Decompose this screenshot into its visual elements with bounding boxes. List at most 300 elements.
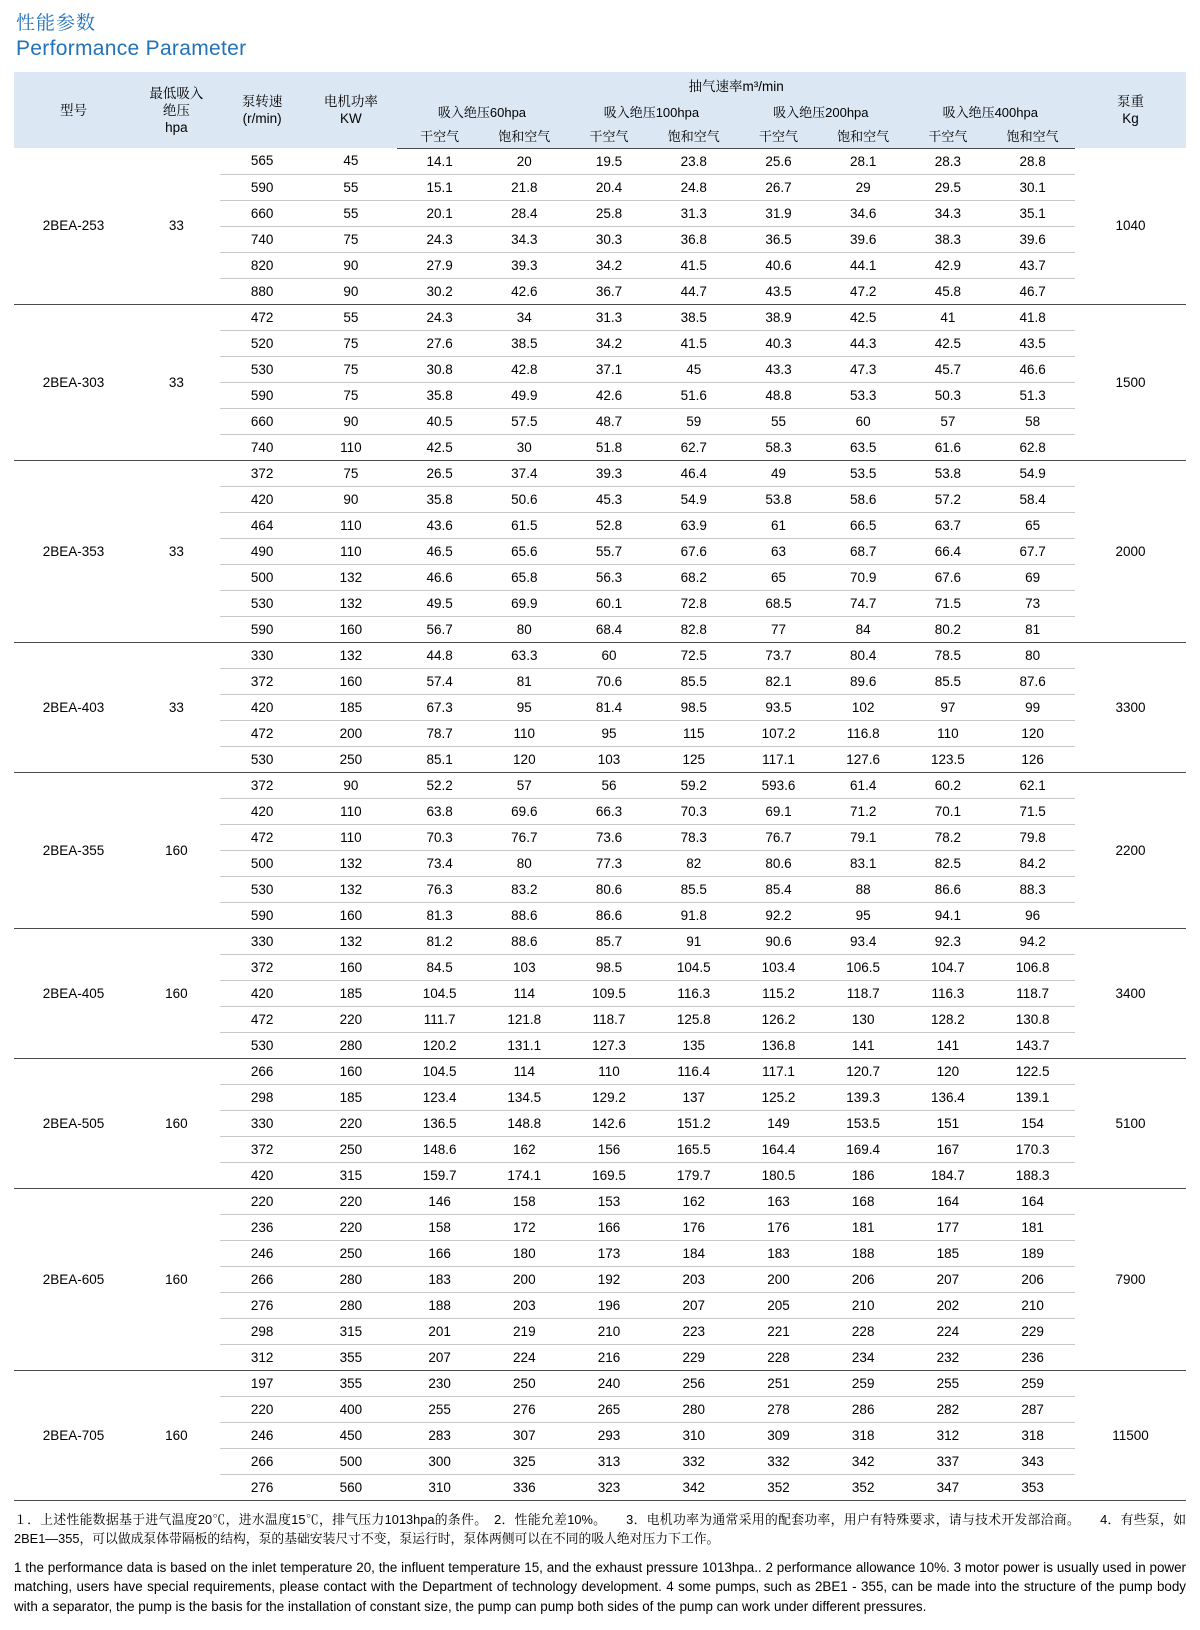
cell-speed: 372 [220, 1136, 305, 1162]
cell-sat-200: 130 [821, 1006, 906, 1032]
cell-speed: 266 [220, 1448, 305, 1474]
cell-dry-200: 176 [736, 1214, 821, 1240]
cell-sat-200: 63.5 [821, 434, 906, 460]
header-sat-air-60: 饱和空气 [482, 124, 567, 148]
cell-sat-400: 229 [990, 1318, 1075, 1344]
cell-power: 110 [304, 798, 397, 824]
cell-dry-400: 53.8 [906, 460, 991, 486]
cell-sat-60: 57 [482, 772, 567, 798]
cell-dry-200: 26.7 [736, 174, 821, 200]
cell-dry-60: 158 [397, 1214, 482, 1240]
cell-dry-100: 39.3 [567, 460, 652, 486]
cell-sat-60: 76.7 [482, 824, 567, 850]
cell-dry-400: 28.3 [906, 148, 991, 174]
cell-sat-100: 165.5 [651, 1136, 736, 1162]
cell-sat-60: 114 [482, 1058, 567, 1084]
cell-dry-100: 156 [567, 1136, 652, 1162]
cell-dry-100: 60.1 [567, 590, 652, 616]
cell-power: 160 [304, 668, 397, 694]
cell-speed: 464 [220, 512, 305, 538]
notes-en: 1 the performance data is based on the inlet temperature 20, the influent temperature 15, and the exhaust pressure 1013hpa.. 2 performance allowance 10%. 3 motor power is usually used in power matching, users have special requirements, please contact with the Department of technology development. 4 some pumps, such as 2BE1 - 355, can be made into the structure of the pump body with a separator, the pump is the basis for the installation of constant size, the pump can pump both sides of the pump can work under different pressures. [14, 1559, 1186, 1614]
cell-sat-100: 342 [651, 1474, 736, 1500]
cell-sat-60: 276 [482, 1396, 567, 1422]
cell-power: 185 [304, 1084, 397, 1110]
cell-sat-200: 60 [821, 408, 906, 434]
cell-dry-400: 151 [906, 1110, 991, 1136]
cell-power: 75 [304, 226, 397, 252]
cell-weight: 1040 [1075, 148, 1186, 304]
cell-speed: 276 [220, 1292, 305, 1318]
cell-speed: 330 [220, 928, 305, 954]
page-title-cn: 性能参数 [16, 13, 97, 34]
cell-sat-60: 174.1 [482, 1162, 567, 1188]
cell-sat-200: 89.6 [821, 668, 906, 694]
cell-dry-200: 352 [736, 1474, 821, 1500]
cell-speed: 660 [220, 200, 305, 226]
cell-dry-400: 94.1 [906, 902, 991, 928]
cell-sat-60: 69.9 [482, 590, 567, 616]
cell-dry-400: 45.8 [906, 278, 991, 304]
cell-sat-200: 259 [821, 1370, 906, 1396]
cell-power: 500 [304, 1448, 397, 1474]
header-sat-air-100: 饱和空气 [651, 124, 736, 148]
cell-sat-100: 332 [651, 1448, 736, 1474]
cell-dry-200: 40.6 [736, 252, 821, 278]
cell-speed: 490 [220, 538, 305, 564]
cell-sat-200: 79.1 [821, 824, 906, 850]
cell-dry-60: 283 [397, 1422, 482, 1448]
cell-dry-100: 25.8 [567, 200, 652, 226]
cell-dry-60: 310 [397, 1474, 482, 1500]
cell-dry-60: 42.5 [397, 434, 482, 460]
cell-dry-400: 92.3 [906, 928, 991, 954]
table-row [14, 928, 1186, 954]
page-title [16, 12, 1186, 62]
cell-sat-100: 72.5 [651, 642, 736, 668]
header-speed [220, 72, 305, 148]
cell-min-pressure: 33 [133, 642, 220, 772]
cell-sat-100: 151.2 [651, 1110, 736, 1136]
cell-dry-400: 57 [906, 408, 991, 434]
cell-speed: 372 [220, 668, 305, 694]
cell-dry-200: 115.2 [736, 980, 821, 1006]
header-min-pressure-line2: 绝压 [162, 102, 190, 118]
cell-power: 55 [304, 304, 397, 330]
cell-dry-100: 30.3 [567, 226, 652, 252]
cell-sat-200: 181 [821, 1214, 906, 1240]
cell-dry-400: 86.6 [906, 876, 991, 902]
cell-dry-60: 123.4 [397, 1084, 482, 1110]
cell-power: 132 [304, 642, 397, 668]
cell-sat-100: 31.3 [651, 200, 736, 226]
cell-dry-60: 56.7 [397, 616, 482, 642]
cell-sat-400: 88.3 [990, 876, 1075, 902]
cell-sat-200: 342 [821, 1448, 906, 1474]
cell-sat-60: 69.6 [482, 798, 567, 824]
cell-sat-400: 181 [990, 1214, 1075, 1240]
cell-dry-60: 207 [397, 1344, 482, 1370]
cell-speed: 472 [220, 824, 305, 850]
cell-dry-100: 73.6 [567, 824, 652, 850]
cell-sat-60: 336 [482, 1474, 567, 1500]
cell-dry-60: 20.1 [397, 200, 482, 226]
cell-dry-60: 230 [397, 1370, 482, 1396]
cell-dry-200: 221 [736, 1318, 821, 1344]
cell-speed: 298 [220, 1084, 305, 1110]
cell-sat-200: 169.4 [821, 1136, 906, 1162]
cell-dry-400: 123.5 [906, 746, 991, 772]
cell-sat-60: 61.5 [482, 512, 567, 538]
cell-dry-200: 36.5 [736, 226, 821, 252]
cell-power: 160 [304, 954, 397, 980]
table-row [14, 1370, 1186, 1396]
cell-dry-60: 70.3 [397, 824, 482, 850]
cell-dry-100: 51.8 [567, 434, 652, 460]
cell-sat-100: 54.9 [651, 486, 736, 512]
cell-sat-60: 200 [482, 1266, 567, 1292]
cell-dry-200: 278 [736, 1396, 821, 1422]
cell-sat-200: 47.3 [821, 356, 906, 382]
cell-power: 160 [304, 1058, 397, 1084]
cell-sat-100: 63.9 [651, 512, 736, 538]
table-row [14, 304, 1186, 330]
cell-dry-60: 46.6 [397, 564, 482, 590]
cell-dry-200: 77 [736, 616, 821, 642]
cell-dry-60: 120.2 [397, 1032, 482, 1058]
cell-sat-400: 46.6 [990, 356, 1075, 382]
cell-dry-100: 80.6 [567, 876, 652, 902]
cell-model: 2BEA-705 [14, 1370, 133, 1500]
cell-sat-400: 79.8 [990, 824, 1075, 850]
cell-sat-100: 36.8 [651, 226, 736, 252]
cell-model: 2BEA-505 [14, 1058, 133, 1188]
cell-dry-100: 169.5 [567, 1162, 652, 1188]
cell-sat-400: 143.7 [990, 1032, 1075, 1058]
cell-sat-60: 20 [482, 148, 567, 174]
cell-dry-200: 117.1 [736, 746, 821, 772]
cell-power: 75 [304, 330, 397, 356]
cell-sat-200: 70.9 [821, 564, 906, 590]
cell-sat-100: 104.5 [651, 954, 736, 980]
cell-dry-60: 44.8 [397, 642, 482, 668]
cell-dry-100: 192 [567, 1266, 652, 1292]
cell-dry-200: 69.1 [736, 798, 821, 824]
cell-sat-100: 82.8 [651, 616, 736, 642]
cell-sat-200: 186 [821, 1162, 906, 1188]
cell-sat-400: 287 [990, 1396, 1075, 1422]
cell-dry-100: 77.3 [567, 850, 652, 876]
cell-sat-200: 118.7 [821, 980, 906, 1006]
cell-power: 250 [304, 1240, 397, 1266]
cell-sat-60: 114 [482, 980, 567, 1006]
cell-sat-400: 122.5 [990, 1058, 1075, 1084]
cell-sat-400: 35.1 [990, 200, 1075, 226]
cell-sat-100: 59 [651, 408, 736, 434]
cell-sat-60: 162 [482, 1136, 567, 1162]
cell-dry-200: 180.5 [736, 1162, 821, 1188]
cell-sat-100: 135 [651, 1032, 736, 1058]
cell-speed: 420 [220, 980, 305, 1006]
cell-power: 110 [304, 824, 397, 850]
table-row [14, 460, 1186, 486]
cell-sat-60: 50.6 [482, 486, 567, 512]
cell-power: 280 [304, 1032, 397, 1058]
cell-sat-200: 58.6 [821, 486, 906, 512]
cell-speed: 236 [220, 1214, 305, 1240]
cell-dry-60: 27.9 [397, 252, 482, 278]
header-weight-line2: Kg [1122, 111, 1139, 126]
cell-dry-400: 282 [906, 1396, 991, 1422]
cell-sat-60: 34 [482, 304, 567, 330]
cell-power: 220 [304, 1006, 397, 1032]
header-suction-rate: 抽气速率m³/min [397, 72, 1075, 98]
cell-sat-200: 234 [821, 1344, 906, 1370]
cell-sat-60: 81 [482, 668, 567, 694]
cell-dry-400: 232 [906, 1344, 991, 1370]
cell-sat-100: 23.8 [651, 148, 736, 174]
cell-sat-100: 91 [651, 928, 736, 954]
cell-sat-200: 168 [821, 1188, 906, 1214]
cell-sat-200: 141 [821, 1032, 906, 1058]
cell-dry-100: 56.3 [567, 564, 652, 590]
cell-sat-200: 210 [821, 1292, 906, 1318]
cell-dry-400: 42.5 [906, 330, 991, 356]
cell-dry-60: 43.6 [397, 512, 482, 538]
cell-dry-60: 183 [397, 1266, 482, 1292]
cell-weight: 2000 [1075, 460, 1186, 642]
cell-dry-100: 98.5 [567, 954, 652, 980]
page-title-en: Performance Parameter [16, 37, 247, 60]
cell-sat-100: 59.2 [651, 772, 736, 798]
cell-sat-400: 69 [990, 564, 1075, 590]
cell-dry-100: 110 [567, 1058, 652, 1084]
cell-sat-400: 54.9 [990, 460, 1075, 486]
cell-sat-400: 46.7 [990, 278, 1075, 304]
cell-sat-200: 127.6 [821, 746, 906, 772]
cell-sat-400: 41.8 [990, 304, 1075, 330]
header-group-100hpa: 吸入绝压100hpa [567, 98, 736, 124]
cell-power: 75 [304, 382, 397, 408]
cell-speed: 420 [220, 1162, 305, 1188]
cell-model: 2BEA-253 [14, 148, 133, 304]
cell-dry-200: 38.9 [736, 304, 821, 330]
cell-dry-60: 30.2 [397, 278, 482, 304]
cell-dry-400: 224 [906, 1318, 991, 1344]
cell-dry-100: 127.3 [567, 1032, 652, 1058]
cell-sat-200: 47.2 [821, 278, 906, 304]
cell-sat-200: 71.2 [821, 798, 906, 824]
header-speed-line2: (r/min) [242, 111, 282, 126]
cell-dry-100: 20.4 [567, 174, 652, 200]
header-min-pressure-line1: 最低吸入 [149, 85, 204, 101]
cell-model: 2BEA-405 [14, 928, 133, 1058]
cell-sat-400: 39.6 [990, 226, 1075, 252]
cell-dry-60: 24.3 [397, 226, 482, 252]
cell-dry-400: 38.3 [906, 226, 991, 252]
cell-sat-60: 158 [482, 1188, 567, 1214]
cell-sat-100: 38.5 [651, 304, 736, 330]
cell-power: 200 [304, 720, 397, 746]
cell-dry-60: 81.2 [397, 928, 482, 954]
cell-dry-200: 25.6 [736, 148, 821, 174]
cell-dry-60: 104.5 [397, 1058, 482, 1084]
cell-dry-100: 55.7 [567, 538, 652, 564]
cell-weight: 3300 [1075, 642, 1186, 772]
cell-sat-60: 49.9 [482, 382, 567, 408]
cell-dry-400: 255 [906, 1370, 991, 1396]
cell-power: 355 [304, 1344, 397, 1370]
cell-dry-400: 120 [906, 1058, 991, 1084]
cell-sat-100: 46.4 [651, 460, 736, 486]
cell-dry-60: 27.6 [397, 330, 482, 356]
cell-dry-200: 125.2 [736, 1084, 821, 1110]
cell-power: 90 [304, 772, 397, 798]
cell-speed: 472 [220, 720, 305, 746]
cell-sat-60: 250 [482, 1370, 567, 1396]
cell-speed: 820 [220, 252, 305, 278]
cell-dry-200: 53.8 [736, 486, 821, 512]
cell-sat-100: 184 [651, 1240, 736, 1266]
cell-sat-100: 203 [651, 1266, 736, 1292]
cell-power: 160 [304, 616, 397, 642]
cell-sat-200: 318 [821, 1422, 906, 1448]
cell-dry-60: 35.8 [397, 486, 482, 512]
cell-dry-200: 90.6 [736, 928, 821, 954]
cell-speed: 530 [220, 356, 305, 382]
cell-dry-400: 50.3 [906, 382, 991, 408]
cell-dry-200: 164.4 [736, 1136, 821, 1162]
cell-dry-60: 26.5 [397, 460, 482, 486]
cell-sat-100: 72.8 [651, 590, 736, 616]
cell-min-pressure: 160 [133, 928, 220, 1058]
cell-sat-200: 116.8 [821, 720, 906, 746]
cell-sat-100: 207 [651, 1292, 736, 1318]
cell-sat-400: 259 [990, 1370, 1075, 1396]
cell-speed: 472 [220, 304, 305, 330]
cell-sat-100: 280 [651, 1396, 736, 1422]
cell-dry-60: 49.5 [397, 590, 482, 616]
cell-sat-200: 95 [821, 902, 906, 928]
header-dry-air-400: 干空气 [906, 124, 991, 148]
cell-dry-200: 65 [736, 564, 821, 590]
cell-dry-400: 42.9 [906, 252, 991, 278]
cell-dry-200: 31.9 [736, 200, 821, 226]
cell-dry-100: 34.2 [567, 330, 652, 356]
cell-sat-400: 210 [990, 1292, 1075, 1318]
cell-sat-60: 37.4 [482, 460, 567, 486]
cell-dry-400: 82.5 [906, 850, 991, 876]
cell-speed: 220 [220, 1188, 305, 1214]
cell-dry-400: 136.4 [906, 1084, 991, 1110]
cell-dry-400: 312 [906, 1422, 991, 1448]
cell-dry-200: 49 [736, 460, 821, 486]
cell-sat-400: 189 [990, 1240, 1075, 1266]
cell-dry-400: 116.3 [906, 980, 991, 1006]
cell-sat-400: 96 [990, 902, 1075, 928]
cell-dry-100: 323 [567, 1474, 652, 1500]
cell-min-pressure: 33 [133, 148, 220, 304]
cell-dry-60: 148.6 [397, 1136, 482, 1162]
cell-sat-60: 325 [482, 1448, 567, 1474]
cell-model: 2BEA-303 [14, 304, 133, 460]
cell-dry-100: 19.5 [567, 148, 652, 174]
cell-dry-200: 107.2 [736, 720, 821, 746]
cell-sat-200: 188 [821, 1240, 906, 1266]
cell-sat-100: 68.2 [651, 564, 736, 590]
cell-dry-60: 188 [397, 1292, 482, 1318]
cell-dry-60: 81.3 [397, 902, 482, 928]
cell-sat-100: 137 [651, 1084, 736, 1110]
cell-sat-400: 318 [990, 1422, 1075, 1448]
cell-power: 220 [304, 1110, 397, 1136]
cell-sat-100: 70.3 [651, 798, 736, 824]
cell-sat-60: 203 [482, 1292, 567, 1318]
cell-min-pressure: 33 [133, 460, 220, 642]
cell-min-pressure: 160 [133, 772, 220, 928]
cell-sat-100: 256 [651, 1370, 736, 1396]
cell-sat-100: 310 [651, 1422, 736, 1448]
cell-sat-400: 65 [990, 512, 1075, 538]
cell-dry-400: 141 [906, 1032, 991, 1058]
cell-dry-100: 196 [567, 1292, 652, 1318]
cell-dry-100: 31.3 [567, 304, 652, 330]
cell-sat-400: 81 [990, 616, 1075, 642]
cell-dry-200: 73.7 [736, 642, 821, 668]
cell-dry-100: 293 [567, 1422, 652, 1448]
cell-dry-400: 177 [906, 1214, 991, 1240]
cell-sat-400: 120 [990, 720, 1075, 746]
cell-sat-60: 80 [482, 616, 567, 642]
cell-sat-400: 206 [990, 1266, 1075, 1292]
cell-power: 132 [304, 928, 397, 954]
cell-sat-100: 162 [651, 1188, 736, 1214]
cell-dry-200: 200 [736, 1266, 821, 1292]
cell-dry-400: 78.5 [906, 642, 991, 668]
cell-dry-100: 66.3 [567, 798, 652, 824]
cell-sat-200: 53.3 [821, 382, 906, 408]
cell-dry-200: 43.3 [736, 356, 821, 382]
cell-dry-60: 24.3 [397, 304, 482, 330]
cell-dry-400: 164 [906, 1188, 991, 1214]
cell-dry-60: 78.7 [397, 720, 482, 746]
cell-dry-100: 68.4 [567, 616, 652, 642]
cell-sat-60: 57.5 [482, 408, 567, 434]
cell-dry-200: 228 [736, 1344, 821, 1370]
cell-speed: 472 [220, 1006, 305, 1032]
cell-sat-60: 88.6 [482, 928, 567, 954]
cell-dry-100: 118.7 [567, 1006, 652, 1032]
cell-power: 280 [304, 1292, 397, 1318]
cell-dry-400: 29.5 [906, 174, 991, 200]
header-weight-line1: 泵重 [1116, 94, 1144, 109]
cell-speed: 330 [220, 1110, 305, 1136]
cell-dry-60: 111.7 [397, 1006, 482, 1032]
cell-sat-60: 120 [482, 746, 567, 772]
cell-sat-200: 80.4 [821, 642, 906, 668]
cell-sat-200: 153.5 [821, 1110, 906, 1136]
cell-power: 220 [304, 1188, 397, 1214]
cell-dry-60: 255 [397, 1396, 482, 1422]
cell-sat-400: 62.8 [990, 434, 1075, 460]
cell-dry-400: 97 [906, 694, 991, 720]
cell-sat-200: 102 [821, 694, 906, 720]
cell-sat-400: 58 [990, 408, 1075, 434]
cell-sat-400: 170.3 [990, 1136, 1075, 1162]
table-row [14, 1188, 1186, 1214]
cell-power: 355 [304, 1370, 397, 1396]
cell-sat-400: 118.7 [990, 980, 1075, 1006]
header-dry-air-60: 干空气 [397, 124, 482, 148]
